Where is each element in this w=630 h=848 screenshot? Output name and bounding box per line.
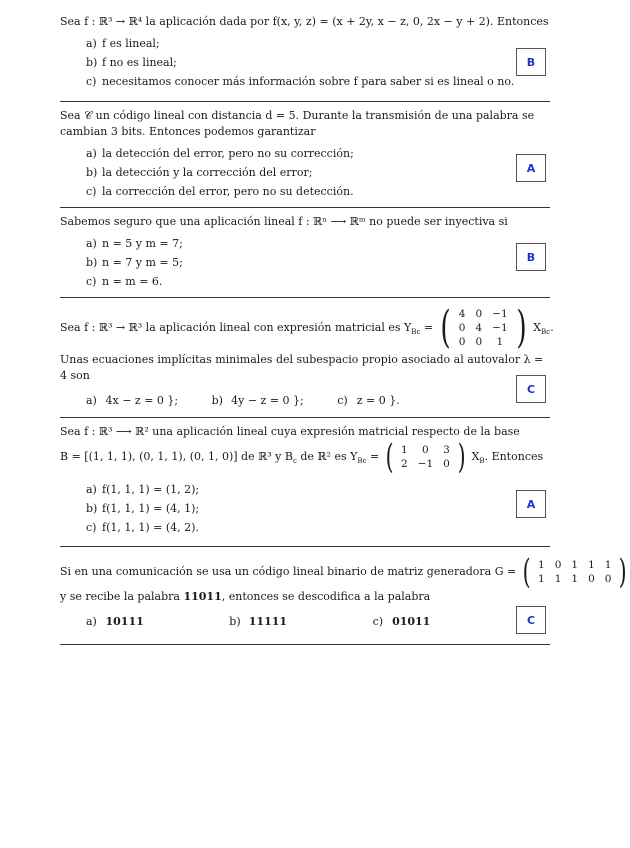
question-6 [60, 552, 628, 628]
question-5-options [86, 480, 550, 537]
option-a[interactable]: a) la detección del error, pero no su corrección; [86, 147, 354, 160]
matrix-5: ( 1 0 3 2 −1 0 ) [385, 437, 466, 477]
answer-box-2: A [516, 154, 546, 182]
option-b[interactable]: b) la detección y la corrección del error; [86, 166, 313, 179]
question-4-options [86, 394, 550, 407]
option-c[interactable]: c) z = 0 }. [337, 394, 400, 407]
question-2-options [86, 144, 550, 201]
right-paren: ) [619, 552, 628, 592]
option-c[interactable]: c) 01011 [372, 615, 431, 628]
left-paren: ( [440, 302, 451, 353]
matrix-4: ( 4 0 −1 0 4 −1 0 0 1 ) [440, 302, 527, 353]
option-a[interactable]: a) n = 5 y m = 7; [86, 237, 183, 250]
matrix-6: ( 1 0 1 1 1 1 1 1 0 0 ) [522, 552, 628, 592]
question-6-options [86, 615, 550, 628]
question-5-stem: Sea f : ℝ³ ⟶ ℝ² una aplicación lineal cuya expresión matricial respecto de la base [60, 425, 520, 438]
divider [60, 297, 550, 298]
answer-box-3: B [516, 243, 546, 271]
answer-box-6: C [516, 606, 546, 634]
option-a[interactable]: a) f(1, 1, 1) = (1, 2); [86, 483, 200, 496]
question-1-options [86, 34, 550, 91]
option-b[interactable]: b) f no es lineal; [86, 56, 177, 69]
question-6-stem-2: y se recibe la palabra 11011, entonces se descodifica a la palabra [60, 590, 431, 603]
option-b[interactable]: b) 4y − z = 0 }; [211, 394, 304, 407]
right-paren: ) [457, 437, 466, 477]
question-2 [60, 108, 550, 201]
question-2-stem: Sea 𝒞 un código lineal con distancia d = 5. Durante la transmisión de una palabra se cambian 3 bits. Entonces podemos garantizar [60, 109, 535, 138]
divider [60, 417, 550, 418]
question-1-stem: Sea f : ℝ³ → ℝ⁴ la aplicación dada por f(x, y, z) = (x + 2y, x − z, 0, 2x − y + 2). Entonces [60, 15, 549, 28]
option-a[interactable]: a) 10111 [86, 615, 144, 628]
answer-box-1: B [516, 48, 546, 76]
left-paren: ( [385, 437, 394, 477]
option-c[interactable]: c) n = m = 6. [86, 275, 163, 288]
question-5-stem-2: B = [(1, 1, 1), (0, 1, 1), (0, 1, 0)] de ℝ³ y $B_c$ de ℝ² es $Y_{Bc}$ = ( 1 0 3 2 −1 0 ) $X_B$. Entonces [60, 437, 544, 477]
option-c[interactable]: c) la corrección del error, pero no su detección. [86, 185, 354, 198]
answer-box-5: A [516, 490, 546, 518]
answer-box-4: C [516, 375, 546, 403]
right-paren: ) [516, 302, 527, 353]
question-4 [60, 302, 554, 407]
question-3-options [86, 234, 550, 291]
question-3-stem: Sabemos seguro que una aplicación lineal f : ℝⁿ ⟶ ℝᵐ no puede ser inyectiva si [60, 215, 508, 228]
option-a[interactable]: a) 4x − z = 0 }; [86, 394, 179, 407]
option-b[interactable]: b) f(1, 1, 1) = (4, 1); [86, 502, 200, 515]
option-b[interactable]: b) 11111 [229, 615, 288, 628]
question-4-stem-2: Unas ecuaciones implícitas minimales del subespacio propio asociado al autovalor λ = 4 son [60, 353, 544, 382]
option-c[interactable]: c) f(1, 1, 1) = (4, 2). [86, 521, 199, 534]
left-paren: ( [522, 552, 531, 592]
option-a[interactable]: a) f es lineal; [86, 37, 160, 50]
question-6-stem: Si en una comunicación se usa un código lineal binario de matriz generadora G = ( 1 0 1 1 1 1 1 1 0 0 ) [60, 555, 550, 589]
divider [60, 207, 550, 208]
question-1 [60, 14, 550, 91]
option-b[interactable]: b) n = 7 y m = 5; [86, 256, 183, 269]
divider [60, 546, 550, 547]
option-c[interactable]: c) necesitamos conocer más información sobre f para saber si es lineal o no. [86, 75, 515, 88]
divider [60, 101, 550, 102]
question-5 [60, 424, 550, 537]
question-3 [60, 214, 550, 291]
divider [60, 644, 550, 645]
question-4-stem: Sea f : ℝ³ → ℝ³ la aplicación lineal con expresión matricial es $Y_{Bc}$ = ( 4 0 −1 0 4 −1 0 0 1 ) $X_{Bc}$. [60, 302, 554, 353]
